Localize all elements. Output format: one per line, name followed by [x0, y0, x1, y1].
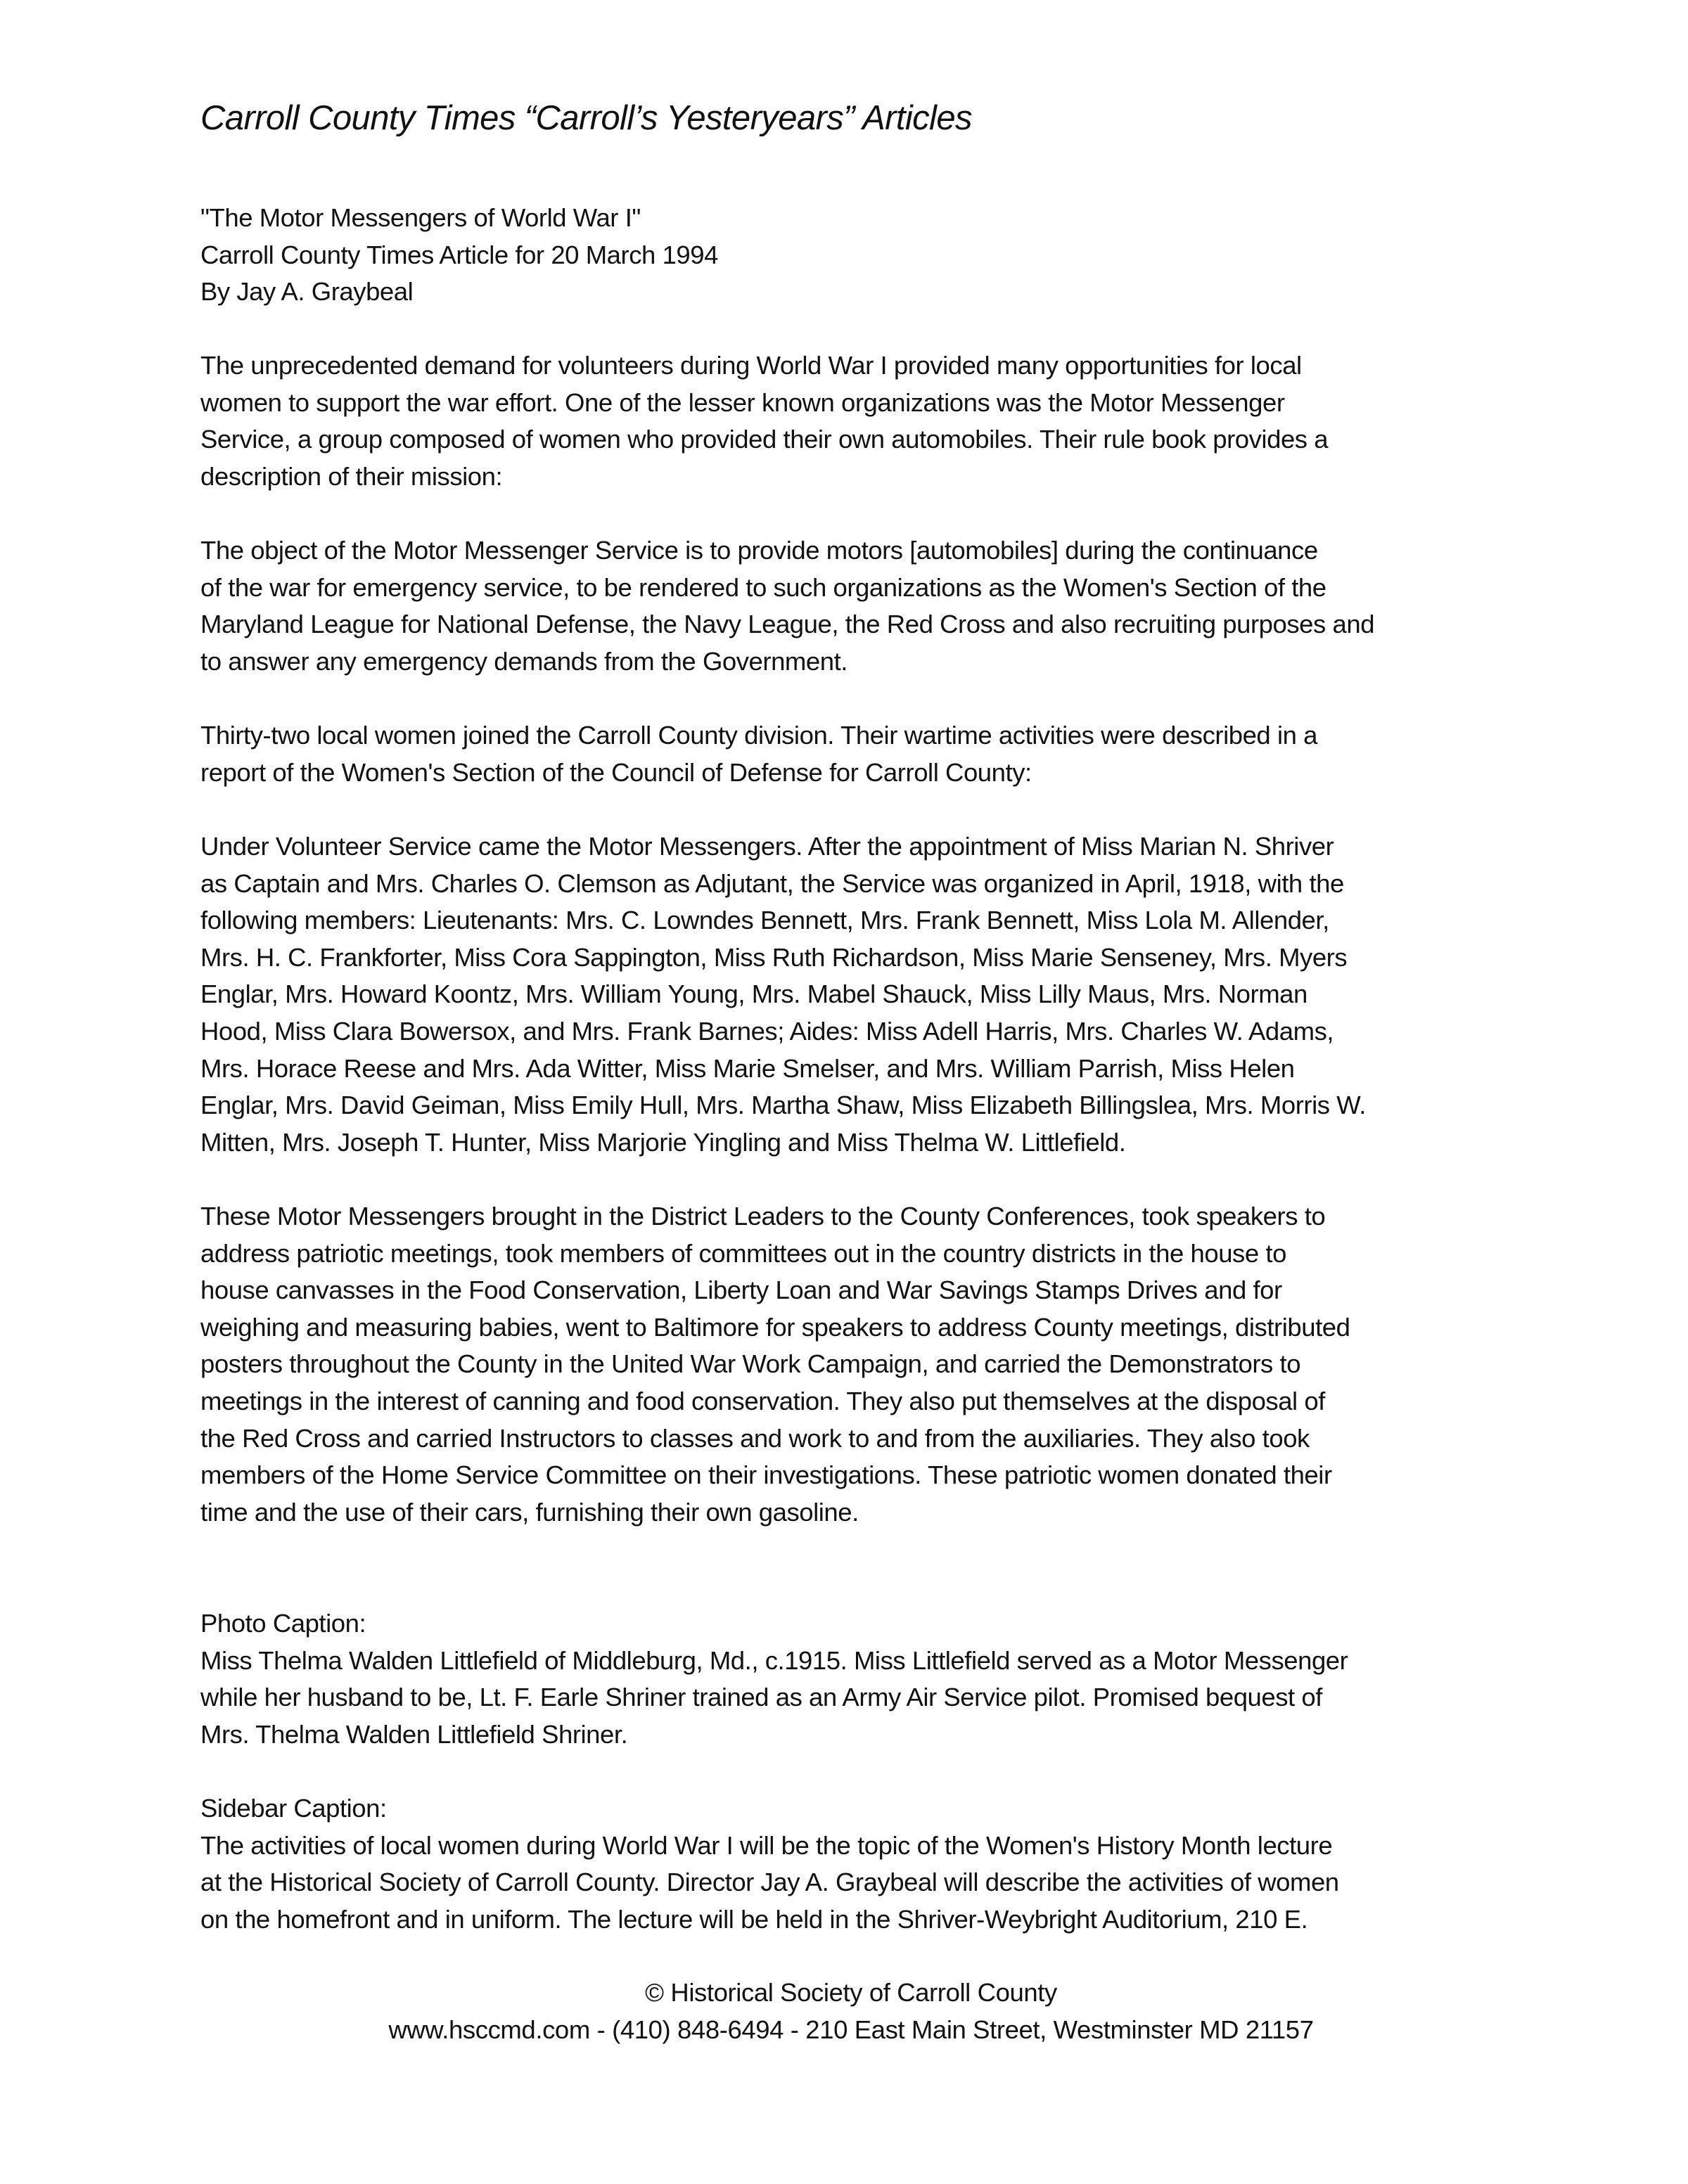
- text-line: Hood, Miss Clara Bowersox, and Mrs. Frank Barnes; Aides: Miss Adell Harris, Mrs. Charles W. Adams,: [200, 1016, 1334, 1046]
- page-header-title: Carroll County Times “Carroll’s Yesteryears” Articles: [200, 99, 972, 137]
- text-line: to answer any emergency demands from the Government.: [200, 646, 848, 676]
- text-line: Englar, Mrs. David Geiman, Miss Emily Hull, Mrs. Martha Shaw, Miss Elizabeth Billingslea, Mrs. Morris W.: [200, 1091, 1366, 1120]
- text-line: These Motor Messengers brought in the District Leaders to the County Conferences, took speakers to: [200, 1202, 1326, 1231]
- text-line: time and the use of their cars, furnishing their own gasoline.: [200, 1497, 859, 1527]
- text-line: as Captain and Mrs. Charles O. Clemson as Adjutant, the Service was organized in April, 1918, with the: [200, 868, 1344, 898]
- text-line: women to support the war effort. One of the lesser known organizations was the Motor Messenger: [200, 387, 1285, 417]
- text-line: Mrs. Horace Reese and Mrs. Ada Witter, Miss Marie Smelser, and Mrs. William Parrish, Miss Helen: [200, 1053, 1295, 1083]
- text-line: Mitten, Mrs. Joseph T. Hunter, Miss Marjorie Yingling and Miss Thelma W. Littlefield.: [200, 1127, 1126, 1157]
- text-line: Under Volunteer Service came the Motor Messengers. After the appointment of Miss Marian N. Shriver: [200, 832, 1334, 861]
- article-heading: [200, 200, 1516, 311]
- text-line: Englar, Mrs. Howard Koontz, Mrs. William Young, Mrs. Mabel Shauck, Miss Lilly Maus, Mrs. Norman: [200, 979, 1307, 1009]
- text-line: meetings in the interest of canning and food conservation. They also put themselves at the disposal of: [200, 1386, 1325, 1415]
- text-line: weighing and measuring babies, went to Baltimore for speakers to address County meetings, distributed: [200, 1312, 1350, 1342]
- text-line: The object of the Motor Messenger Service is to provide motors [automobiles] during the continuance: [200, 536, 1318, 565]
- article-title: "The Motor Messengers of World War I": [200, 203, 641, 232]
- text-line: on the homefront and in uniform. The lecture will be held in the Shriver-Weybright Auditorium, 210 E.: [200, 1904, 1308, 1934]
- text-line: address patriotic meetings, took members of committees out in the country districts in the house to: [200, 1238, 1286, 1268]
- text-line: The unprecedented demand for volunteers during World War I provided many opportunities for local: [200, 351, 1302, 380]
- text-line: Thirty-two local women joined the Carroll County division. Their wartime activities were described in a: [200, 721, 1318, 750]
- text-line: description of their mission:: [200, 461, 503, 491]
- footer-copyright: © Historical Society of Carroll County: [645, 1978, 1057, 2007]
- page-footer: [0, 1974, 1688, 2048]
- paragraph-members-list: [200, 828, 1516, 1161]
- paragraph-division: [200, 717, 1516, 791]
- text-line: Mrs. H. C. Frankforter, Miss Cora Sappington, Miss Ruth Richardson, Miss Marie Senseney, Mrs. Myers: [200, 942, 1348, 972]
- paragraph-mission-quote: [200, 532, 1516, 680]
- paragraph-activities: [200, 1198, 1516, 1531]
- text-line: Service, a group composed of women who provided their own automobiles. Their rule book provides a: [200, 425, 1329, 454]
- text-line: following members: Lieutenants: Mrs. C. Lowndes Bennett, Mrs. Frank Bennett, Miss Lola M. Allender,: [200, 906, 1329, 935]
- sidebar-caption: [200, 1790, 1516, 1938]
- article-publication-date: Carroll County Times Article for 20 March 1994: [200, 240, 718, 269]
- photo-caption: [200, 1605, 1516, 1753]
- text-line: Maryland League for National Defense, the Navy League, the Red Cross and also recruiting purposes and: [200, 610, 1375, 639]
- text-line: the Red Cross and carried Instructors to classes and work to and from the auxiliaries. They also took: [200, 1423, 1310, 1453]
- article-byline: By Jay A. Graybeal: [200, 277, 414, 307]
- text-line: The activities of local women during World War I will be the topic of the Women's History Month lecture: [200, 1830, 1333, 1860]
- text-line: house canvasses in the Food Conservation, Liberty Loan and War Savings Stamps Drives and for: [200, 1276, 1282, 1305]
- photo-caption-label: Photo Caption:: [200, 1609, 366, 1638]
- text-line: of the war for emergency service, to be rendered to such organizations as the Women's Section of the: [200, 572, 1326, 602]
- text-line: Miss Thelma Walden Littlefield of Middleburg, Md., c.1915. Miss Littlefield served as a Motor Messenger: [200, 1645, 1348, 1675]
- text-line: at the Historical Society of Carroll County. Director Jay A. Graybeal will describe the activities of women: [200, 1868, 1339, 1897]
- text-line: report of the Women's Section of the Council of Defense for Carroll County:: [200, 757, 1032, 787]
- paragraph-intro: [200, 347, 1516, 495]
- text-line: members of the Home Service Committee on their investigations. These patriotic women donated their: [200, 1460, 1332, 1490]
- text-line: Mrs. Thelma Walden Littlefield Shriner.: [200, 1719, 628, 1749]
- text-line: posters throughout the County in the United War Work Campaign, and carried the Demonstrators to: [200, 1349, 1301, 1379]
- text-line: while her husband to be, Lt. F. Earle Shriner trained as an Army Air Service pilot. Promised bequest of: [200, 1683, 1322, 1712]
- footer-contact-info: www.hsccmd.com - (410) 848-6494 - 210 East Main Street, Westminster MD 21157: [388, 2015, 1314, 2044]
- sidebar-caption-label: Sidebar Caption:: [200, 1794, 387, 1823]
